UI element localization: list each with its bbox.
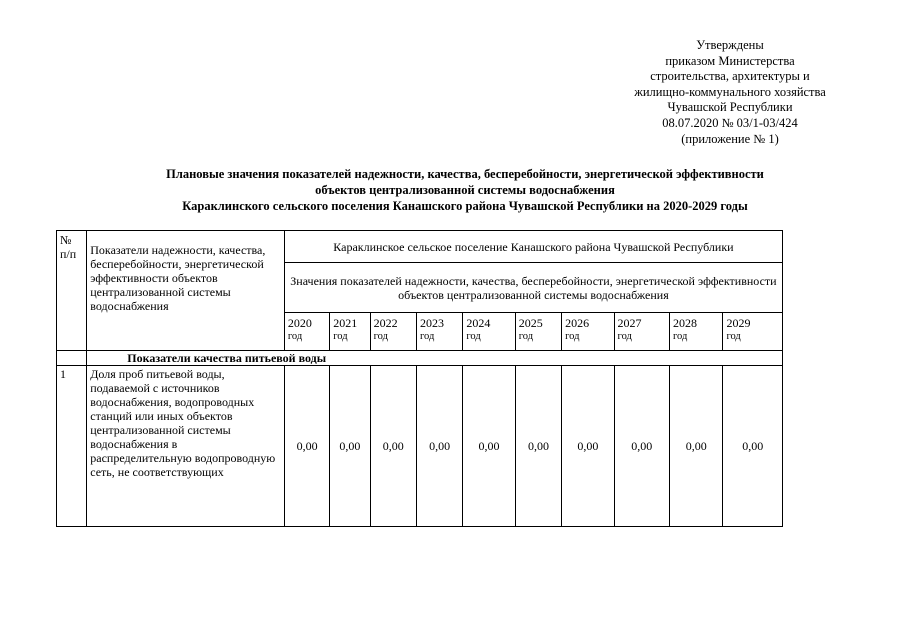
approval-line: (приложение № 1) xyxy=(681,131,779,146)
year-suffix: год xyxy=(333,331,348,342)
title-line: Караклинского сельского поселения Канашского района Чувашской Республики на 2020-2029 годы xyxy=(182,198,748,213)
year-cell xyxy=(416,313,462,351)
value-cell: 0,00 xyxy=(723,366,783,527)
header-settlement: Караклинское сельское поселение Канашского района Чувашской Республики xyxy=(284,231,782,263)
title-line: объектов централизованной системы водоснабжения xyxy=(315,182,615,197)
year-cell xyxy=(562,313,614,351)
year-cell xyxy=(670,313,723,351)
approval-line: приказом Министерства xyxy=(665,53,795,68)
year-suffix: год xyxy=(518,331,534,342)
approval-line: строительства, архитектуры и xyxy=(650,69,810,84)
year-suffix: год xyxy=(565,331,580,342)
year-cell xyxy=(614,313,669,351)
table-row xyxy=(57,366,783,527)
approval-line: 08.07.2020 № 03/1-03/424 xyxy=(662,115,798,130)
indicators-table xyxy=(56,230,783,527)
year-label: 2026 xyxy=(565,316,590,330)
year-label: 2021 xyxy=(333,316,358,330)
year-cell xyxy=(723,313,783,351)
value-cell: 0,00 xyxy=(370,366,416,527)
header-number: № п/п xyxy=(57,231,87,351)
value-cell: 0,00 xyxy=(463,366,515,527)
approval-block xyxy=(600,38,860,147)
year-suffix: год xyxy=(287,331,303,342)
approval-line: жилищно-коммунального хозяйства xyxy=(634,84,826,99)
approval-line: Чувашской Республики xyxy=(667,100,793,115)
value-cell: 0,00 xyxy=(416,366,462,527)
approval-line: Утверждены xyxy=(696,38,764,52)
year-cell xyxy=(370,313,416,351)
value-cell: 0,00 xyxy=(515,366,561,527)
year-suffix: год xyxy=(466,331,481,342)
section-number-cell xyxy=(57,351,87,366)
year-suffix: год xyxy=(726,331,741,342)
header-values: Значения показателей надежности, качества, бесперебойности, энергетической эффективности объектов централизованной системы водоснабжения xyxy=(284,263,782,313)
section-heading: Показатели качества питьевой воды xyxy=(87,351,783,366)
value-cell: 0,00 xyxy=(670,366,723,527)
document-title xyxy=(60,167,870,214)
year-label: 2025 xyxy=(518,316,543,330)
year-label: 2022 xyxy=(373,316,398,330)
value-cell: 0,00 xyxy=(330,366,370,527)
value-cell: 0,00 xyxy=(562,366,614,527)
value-cell: 0,00 xyxy=(614,366,669,527)
row-indicator: Доля проб питьевой воды, подаваемой с источников водоснабжения, водопроводных станций или иных объектов централизованной системы водоснабжения в распределительную водопроводную сеть, не соответствующих xyxy=(87,366,285,527)
year-label: 2024 xyxy=(466,316,491,330)
year-label: 2023 xyxy=(419,316,444,330)
year-cell xyxy=(330,313,370,351)
header-indicator: Показатели надежности, качества, бесперебойности, энергетической эффективности объектов централизованной системы водоснабжения xyxy=(87,231,285,351)
year-label: 2029 xyxy=(726,316,751,330)
year-suffix: год xyxy=(673,331,688,342)
year-suffix: год xyxy=(373,331,388,342)
year-label: 2028 xyxy=(673,316,697,330)
year-suffix: год xyxy=(419,331,435,342)
value-cell: 0,00 xyxy=(284,366,329,527)
year-cell xyxy=(463,313,515,351)
year-cell xyxy=(284,313,329,351)
year-suffix: год xyxy=(617,331,632,342)
year-label: 2027 xyxy=(617,316,642,330)
title-line: Плановые значения показателей надежности, качества, бесперебойности, энергетической эффективности xyxy=(166,167,764,181)
row-number: 1 xyxy=(57,366,87,527)
year-cell xyxy=(515,313,561,351)
year-label: 2020 xyxy=(287,316,312,330)
